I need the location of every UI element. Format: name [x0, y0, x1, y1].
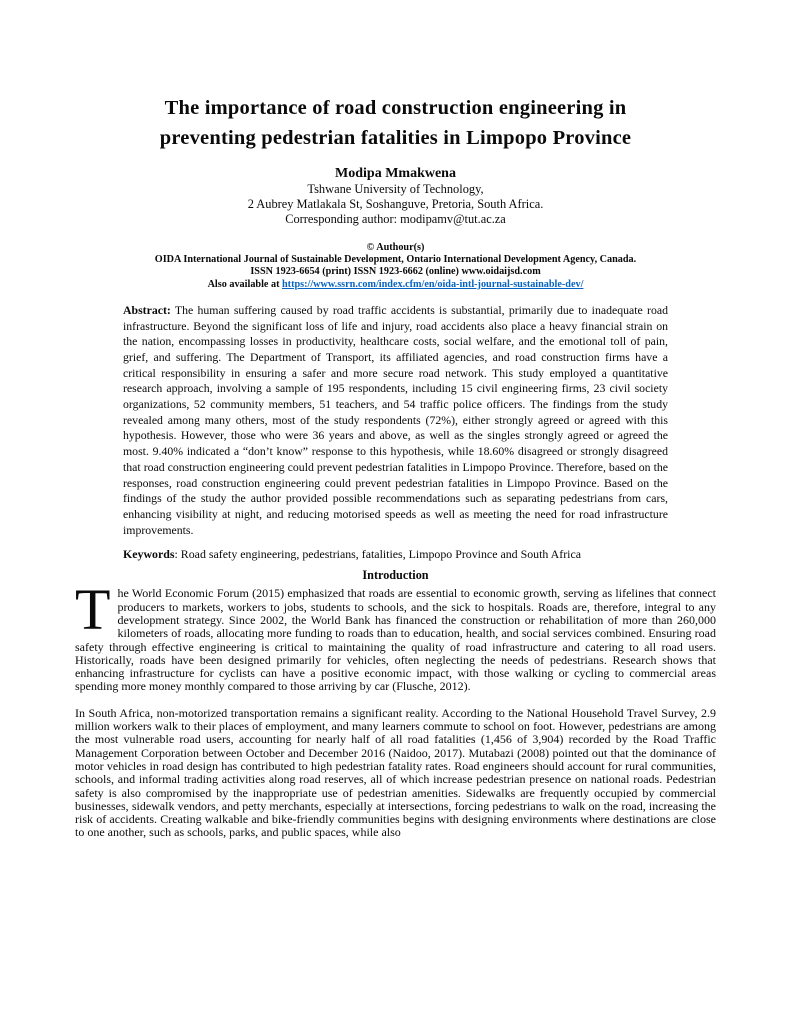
journal-imprint — [75, 242, 716, 291]
author-name: Modipa Mmakwena — [335, 166, 456, 181]
author-address: 2 Aubrey Matlakala St, Soshanguve, Pretoria, South Africa. — [247, 197, 544, 212]
keywords-line — [123, 546, 668, 562]
intro-paragraph-2: In South Africa, non-motorized transportation remains a significant reality. According to the National Household Travel Survey, 2.9 million workers walk to their places of employment, and many learners commute to school on foot. However, pedestrians are among the most vulnerable road users, accounting for nearly half of all road fatalities (1,456 of 3,904) recorded by the Road Traffic Management Corporation between October and December 2016 (Naidoo, 2017). Mutabazi (2008) pointed out that the dominance of motor vehicles in road design has contributed to high pedestrian fatality rates. Road engineers should account for rural communities, schools, and informal trading activities along road reserves, all of which increase pedestrian presence on national roads. Pedestrian safety is also compromised by the inappropriate use of pedestrian amenities. Sidewalks are frequently occupied by commercial businesses, sidewalk vendors, and petty merchants, especially at intersections, forcing pedestrians to walk on the road, increasing the risk of accidents. Creating walkable and bike-friendly communities begins with designing environments where destinations are close to one another, such as schools, parks, and public spaces, while also — [75, 705, 716, 840]
author-affiliation: Tshwane University of Technology, — [307, 182, 484, 196]
keywords-label: Keywords — [123, 547, 175, 562]
issn-line: ISSN 1923-6654 (print) ISSN 1923-6662 (online) www.oidaijsd.com — [250, 266, 541, 278]
intro-paragraph-1 — [75, 577, 716, 694]
intro-paragraph-1-text: he World Economic Forum (2015) emphasized that roads are essential to economic growth, serving as lifelines that connect producers to markets, workers to jobs, students to schools, and the sick to hospitals. Roads are, therefore, integral to any development strategy. Since 2002, the World Bank has financed the construction or rehabilitation of more than 260,000 kilometers of roads, allocating more funding to roads than to education, health, and social services combined. Ensuring road safety through effective engineering is critical to maintaining the quality of road infrastructure and catering to all road users. Historically, roads have been designed primarily for vehicles, often neglecting the needs of pedestrians. Research shows that enhancing infrastructure for cyclists can have a positive economic impact, with those walking or cycling to commercial areas spending more money monthly compared to those arriving by car (Flusche, 2012). — [75, 586, 716, 694]
availability-prefix: Also available at — [207, 278, 280, 290]
journal-name-line: OIDA International Journal of Sustainable Development, Ontario International Development Agency, Canada. — [154, 253, 637, 265]
keywords-text: : Road safety engineering, pedestrians, fatalities, Limpopo Province and South Africa — [174, 547, 582, 562]
paper-title — [75, 93, 716, 153]
journal-link[interactable]: https://www.ssrn.com/index.cfm/en/oida-intl-journal-sustainable-dev/ — [282, 278, 584, 290]
copyright-line: © Authour(s) — [366, 241, 425, 253]
abstract — [123, 303, 668, 539]
paper-title-line-2: preventing pedestrian fatalities in Limpopo Province — [159, 127, 632, 149]
paper-title-line-1: The importance of road construction engineering in — [164, 97, 627, 119]
author-block — [75, 165, 716, 228]
corresponding-author: Corresponding author: modipamv@tut.ac.za — [285, 212, 506, 227]
drop-cap: T — [75, 577, 111, 643]
abstract-text: The human suffering caused by road traffic accidents is substantial, primarily due to inadequate road infrastructure. Beyond the significant loss of life and injury, road accidents also place a heavy financial strain on the nation, encompassing losses in productivity, healthcare costs, social welfare, and the emotional toll of pain, grief, and suffering. The Department of Transport, its affiliated agencies, and road construction firms have a critical responsibility in ensuring a safer and more secure road network. This study employed a quantitative research approach, involving a sample of 195 respondents, including 15 civil engineering firms, 23 civil society organizations, 52 community members, 51 teachers, and 54 traffic police officers. The findings from the study revealed among many others, most of the study respondents (72%), either strongly agreed or agreed with this hypothesis. However, those who were 36 years and above, as well as the singles strongly agreed or agreed the most. 9.40% indicated a “don’t know” response to this hypothesis, while 18.60% disagreed or strongly disagreed that road construction engineering could prevent pedestrian fatalities in Limpopo Province. Therefore, based on the responses, road construction engineering could prevent pedestrian fatalities in Limpopo Province. Based on the findings of the study the author provided possible recommendations such as separating pedestrians from cars, enhancing visibility at night, and reducing motorised speeds as well as meeting the need for road infrastructure improvements. — [123, 302, 668, 537]
section-heading-introduction: Introduction — [362, 568, 429, 583]
abstract-label: Abstract: — [123, 302, 171, 317]
availability-line — [75, 279, 716, 291]
